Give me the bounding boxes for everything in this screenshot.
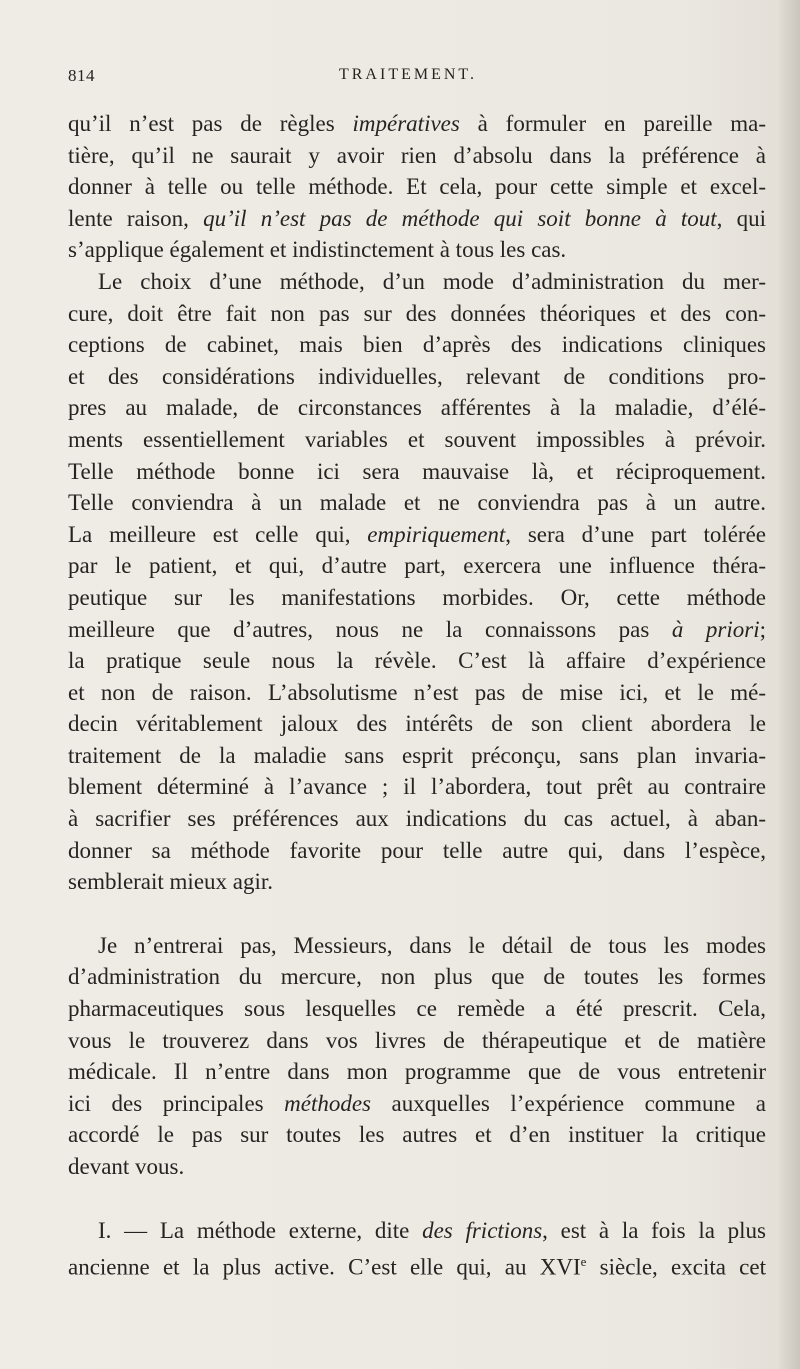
text-run: siècle, excita cet	[586, 1254, 766, 1280]
text-line	[68, 1025, 766, 1057]
text-line	[68, 614, 766, 646]
italic-text: à priori	[671, 616, 760, 642]
page-header	[68, 66, 748, 92]
text-run: donner à telle ou telle méthode. Et cela, pour cette simple et excel-	[68, 174, 766, 200]
italic-text: méthodes	[284, 1090, 371, 1116]
text-line	[68, 803, 766, 835]
text-run: pharmaceutiques sous lesquelles ce remède a été prescrit. Cela,	[68, 996, 766, 1022]
text-run: par le patient, et qui, d’autre part, exercera une influence théra-	[68, 553, 766, 579]
text-run: s’applique également et indistinctement à tous les cas.	[68, 237, 567, 263]
text-line	[68, 519, 766, 551]
text-line	[68, 1119, 766, 1151]
text-line	[68, 930, 766, 962]
text-line	[68, 677, 766, 709]
text-run: médicale. Il n’entre dans mon programme que de vous entretenir	[68, 1059, 766, 1085]
text-run: à formuler en pareille ma-	[459, 111, 766, 136]
text-line	[68, 1056, 766, 1088]
text-run: la pratique seule nous la révèle. C’est là affaire d’expérience	[68, 648, 766, 674]
page-edge-shadow	[778, 0, 800, 1369]
text-run: ceptions de cabinet, mais bien d’après des indications cliniques	[68, 332, 766, 358]
text-run: vous le trouverez dans vos livres de thérapeutique et de matière	[68, 1027, 766, 1053]
text-line	[68, 866, 766, 898]
text-line	[68, 266, 766, 298]
text-run: Je n’entrerai pas, Messieurs, dans le détail de tous les modes	[98, 932, 766, 958]
text-run: qu’il n’est pas de règles	[68, 111, 353, 136]
text-run: traitement de la maladie sans esprit préconçu, sans plan invaria-	[68, 742, 766, 768]
text-run: meilleure que d’autres, nous ne la connaissons pas	[68, 616, 672, 642]
text-run: semblerait mieux agir.	[68, 869, 274, 895]
paragraph	[68, 108, 766, 266]
text-line	[68, 361, 766, 393]
paragraph	[68, 266, 766, 898]
text-line	[68, 1151, 766, 1183]
running-title: TRAITEMENT.	[338, 66, 477, 83]
text-run: et non de raison. L’absolutisme n’est pas de mise ici, et le mé-	[68, 679, 766, 705]
text-run: ancienne et la plus active. C’est elle qui, au XVI	[68, 1254, 581, 1280]
text-line	[68, 550, 766, 582]
text-run: ici des principales	[68, 1090, 285, 1116]
text-run: lente raison,	[68, 205, 204, 231]
text-run: cure, doit être fait non pas sur des données théoriques et des con-	[68, 300, 766, 326]
text-run: donner sa méthode favorite pour telle autre qui, dans l’espèce,	[68, 837, 766, 863]
text-run: à sacrifier ses préférences aux indications du cas actuel, à aban-	[68, 806, 766, 832]
text-run: Le choix d’une méthode, d’un mode d’administration du mer-	[98, 268, 766, 294]
text-line	[68, 171, 766, 203]
superscript: e	[580, 1254, 587, 1270]
text-line	[68, 740, 766, 772]
italic-text: impératives	[352, 111, 460, 136]
text-line	[68, 1215, 766, 1247]
text-run: decin véritablement jaloux des intérêts de son client abordera le	[68, 711, 766, 737]
text-run: d’administration du mercure, non plus que de toutes les formes	[68, 964, 766, 990]
text-run: ;	[759, 616, 766, 642]
text-line	[68, 645, 766, 677]
text-line	[68, 1246, 766, 1283]
text-run: , qui	[716, 205, 767, 231]
text-run: Telle méthode bonne ici sera mauvaise là, et réciproquement.	[68, 458, 766, 484]
text-run: blement déterminé à l’avance ; il l’abordera, tout prêt au contraire	[68, 774, 766, 800]
text-run: et des considérations individuelles, relevant de conditions pro-	[68, 363, 766, 389]
paragraph	[68, 1215, 766, 1284]
text-line	[68, 424, 766, 456]
text-line	[68, 108, 766, 140]
page-number: 814	[68, 66, 95, 85]
text-run: peutique sur les manifestations morbides. Or, cette méthode	[68, 584, 766, 610]
text-run: , sera d’une part tolérée	[505, 521, 767, 547]
text-run: , est à la fois la plus	[542, 1217, 767, 1243]
text-line	[68, 234, 766, 266]
text-line	[68, 487, 766, 519]
italic-text: empiriquement	[367, 521, 506, 547]
text-run: Telle conviendra à un malade et ne conviendra pas à un autre.	[68, 490, 766, 516]
paragraph	[68, 930, 766, 1183]
text-line	[68, 708, 766, 740]
text-line	[68, 329, 766, 361]
text-line	[68, 140, 766, 172]
body-text	[68, 108, 766, 1283]
text-run: I. — La méthode externe, dite	[98, 1217, 423, 1243]
text-line	[68, 771, 766, 803]
italic-text: qu’il n’est pas de méthode qui soit bonne à tout	[203, 205, 717, 231]
text-run: pres au malade, de circonstances afférentes à la maladie, d’élé-	[68, 395, 766, 421]
text-run: ments essentiellement variables et souvent impossibles à prévoir.	[68, 426, 766, 452]
text-line	[68, 392, 766, 424]
text-run: La meilleure est celle qui,	[68, 521, 368, 547]
text-run: tière, qu’il ne saurait y avoir rien d’absolu dans la préférence à	[68, 142, 766, 168]
text-run: accordé le pas sur toutes les autres et d’en instituer la critique	[68, 1122, 766, 1148]
text-line	[68, 835, 766, 867]
text-run: devant vous.	[68, 1154, 185, 1179]
text-line	[68, 203, 766, 235]
text-line	[68, 961, 766, 993]
text-line	[68, 298, 766, 330]
text-line	[68, 993, 766, 1025]
text-line	[68, 1088, 766, 1120]
text-line	[68, 582, 766, 614]
italic-text: des frictions	[422, 1217, 543, 1243]
text-line	[68, 456, 766, 488]
text-run: auxquelles l’expérience commune a	[371, 1090, 766, 1116]
